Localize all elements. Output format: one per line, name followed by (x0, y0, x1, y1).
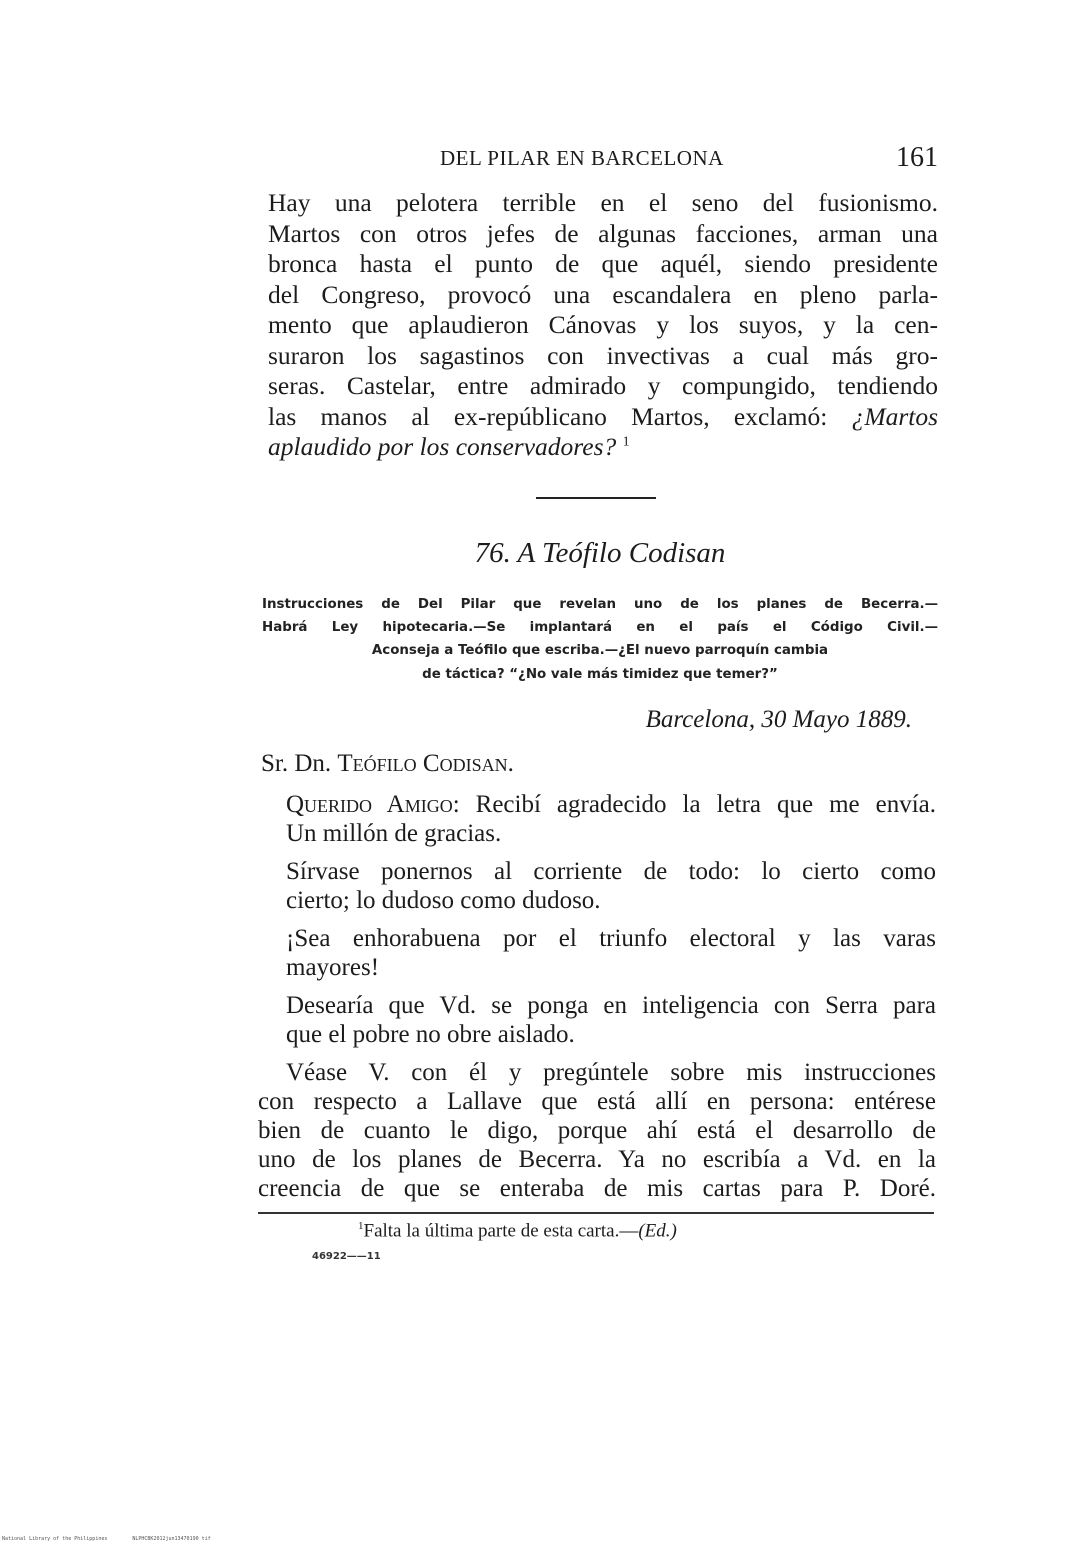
text-line: Véase V. con él y pregúntele sobre mis instrucciones (286, 1059, 936, 1086)
letter-heading: 76. A Teófilo Codisan (474, 537, 726, 569)
italic-quote: ¿Martos (851, 401, 939, 431)
scan-footer (2, 1536, 233, 1542)
text-line (268, 432, 938, 463)
footnote-rule (258, 1212, 934, 1214)
letter-body (258, 790, 936, 1212)
text-line: que el pobre no obre aislado. (286, 1021, 575, 1048)
running-title: DEL PILAR EN BARCELONA (440, 146, 724, 170)
text-line: cierto; lo dudoso como dudoso. (286, 887, 601, 914)
text-line: con respecto a Lallave que está allí en persona: entérese (258, 1088, 936, 1115)
footnote (358, 1220, 677, 1242)
salutation: Querido Amigo: (286, 791, 460, 818)
text-segment: las manos al ex-repúblicano Martos, exclamó: (268, 401, 828, 431)
scan-footer-library: National Library of the Philippines (2, 1536, 108, 1542)
body-paragraph (258, 857, 936, 915)
body-paragraph (258, 1058, 936, 1203)
summary-line: Instrucciones de Del Pilar que revelan uno de los planes de Becerra.— (262, 597, 938, 612)
dateline: Barcelona, 30 Mayo 1889. (645, 706, 912, 733)
text-line: Sírvase ponernos al corriente de todo: lo cierto como (286, 858, 936, 885)
body-paragraph (258, 924, 936, 982)
continuation-paragraph (268, 188, 938, 463)
text-segment: Recibí agradecido la letra que me envía. (475, 791, 936, 818)
footnote-text: Falta la última parte de esta carta.— (363, 1220, 639, 1242)
text-line (258, 790, 936, 819)
text-line: del Congreso, provocó una escandalera en pleno parla- (268, 279, 938, 309)
text-line: mayores! (286, 954, 380, 981)
text-line (268, 402, 938, 433)
addressee (261, 750, 514, 778)
summary-line: Habrá Ley hipotecaria.—Se implantará en el país el Código Civil.— (262, 620, 938, 636)
letter-summary (262, 593, 938, 686)
body-paragraph (258, 991, 936, 1049)
footnote-editor: (Ed.) (638, 1220, 677, 1242)
running-head (262, 140, 938, 180)
text-line: Martos con otros jefes de algunas facciones, arman una (268, 218, 938, 248)
text-line: uno de los planes de Becerra. Ya no escribía a Vd. en la (258, 1146, 936, 1173)
printer-signature-mark: 46922——11 (312, 1251, 381, 1262)
text-line: creencia de que se enteraba de mis cartas para P. Doré. (258, 1175, 936, 1202)
text-line: ¡Sea enhorabuena por el triunfo electoral y las varas (286, 925, 936, 952)
text-line: Hay una pelotera terrible en el seno del fusionismo. (268, 188, 938, 217)
summary-line: Aconseja a Teófilo que escriba.—¿El nuevo parroquín cambia (371, 643, 829, 659)
footnote-marker: 1 (358, 1220, 364, 1232)
text-line: Desearía que Vd. se ponga en inteligencia con Serra para (286, 992, 936, 1019)
body-paragraph (258, 790, 936, 848)
summary-line: de táctica? “¿No vale más timidez que temer?” (422, 666, 778, 682)
addressee-name: Teófilo Codisan. (337, 750, 514, 777)
text-line: mento que aplaudieron Cánovas y los suyos, y la cen- (268, 310, 938, 339)
text-line: bronca hasta el punto de que aquél, siendo presidente (268, 249, 938, 278)
scan-footer-file: NLPHCBK2012jun13470190 tif (132, 1536, 211, 1542)
text-line: Un millón de gracias. (286, 820, 502, 847)
section-divider (536, 497, 656, 499)
page-number: 161 (896, 142, 938, 173)
text-line: suraron los sagastinos con invectivas a cual más gro- (268, 340, 938, 370)
text-line: seras. Castelar, entre admirado y compungido, tendiendo (268, 371, 938, 400)
italic-quote: aplaudido por los conservadores? (268, 432, 617, 461)
addressee-prefix: Sr. Dn. (261, 750, 332, 777)
footnote-reference: 1 (622, 434, 630, 450)
text-line: bien de cuanto le digo, porque ahí está el desarrollo de (258, 1117, 936, 1144)
